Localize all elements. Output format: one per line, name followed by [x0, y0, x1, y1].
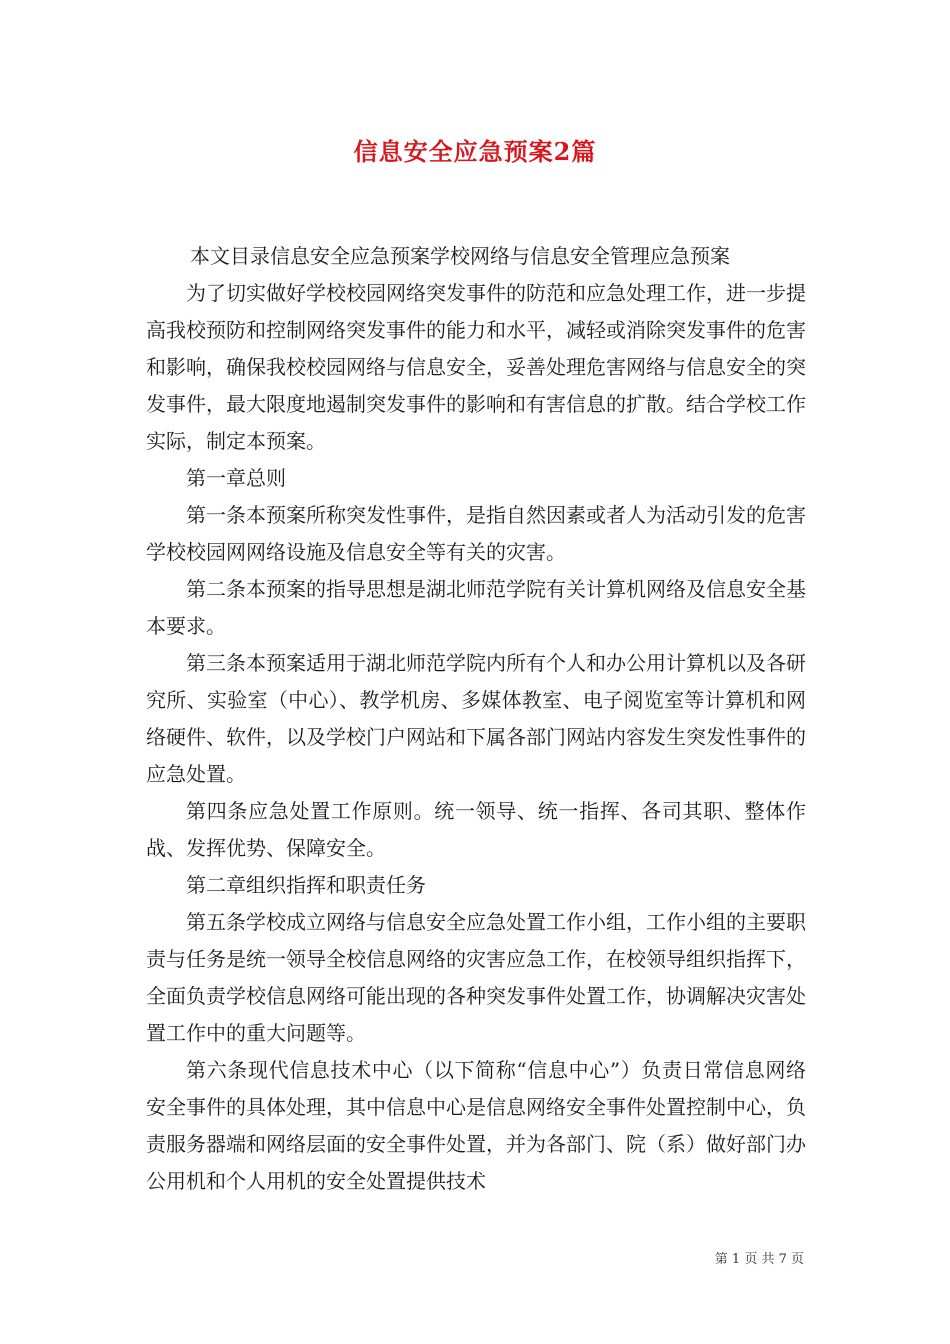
page-number: 第 1 页 共 7 页 [714, 1252, 804, 1267]
paragraph-toc: 本文目录信息安全应急预案学校网络与信息安全管理应急预案 [190, 244, 730, 268]
chapter-heading-1: 第一章总则 [186, 466, 286, 490]
article-2: 第二条本预案的指导思想是湖北师范学院有关计算机网络及信息安全基本要求。 [146, 577, 806, 638]
article-3: 第三条本预案适用于湖北师范学院内所有个人和办公用计算机以及各研究所、实验室（中心）、教学机房、多媒体教室、电子阅览室等计算机和网络硬件、软件，以及学校门户网站和下属各部门网站内容发生突发性事件的应急处置。 [146, 651, 806, 786]
document-body [146, 238, 806, 1200]
paragraph-intro: 为了切实做好学校校园网络突发事件的防范和应急处理工作，进一步提高我校预防和控制网络突发事件的能力和水平，减轻或消除突发事件的危害和影响，确保我校校园网络与信息安全，妥善处理危害网络与信息安全的突发事件，最大限度地遏制突发事件的影响和有害信息的扩散。结合学校工作实际，制定本预案。 [146, 281, 806, 453]
article-6: 第六条现代信息技术中心（以下简称“信息中心”）负责日常信息网络安全事件的具体处理，其中信息中心是信息网络安全事件处置控制中心，负责服务器端和网络层面的安全事件处置，并为各部门、院（系）做好部门办公用机和个人用机的安全处置提供技术 [146, 1058, 806, 1193]
article-4: 第四条应急处置工作原则。统一领导、统一指挥、各司其职、整体作战、发挥优势、保障安全。 [146, 799, 806, 860]
chapter-heading-2: 第二章组织指挥和职责任务 [186, 873, 426, 897]
article-5: 第五条学校成立网络与信息安全应急处置工作小组，工作小组的主要职责与任务是统一领导全校信息网络的灾害应急工作，在校领导组织指挥下，全面负责学校信息网络可能出现的各种突发事件处置工作，协调解决灾害处置工作中的重大问题等。 [146, 910, 806, 1045]
document-title: 信息安全应急预案2篇 [353, 137, 597, 166]
article-1: 第一条本预案所称突发性事件，是指自然因素或者人为活动引发的危害学校校园网网络设施及信息安全等有关的灾害。 [146, 503, 806, 564]
